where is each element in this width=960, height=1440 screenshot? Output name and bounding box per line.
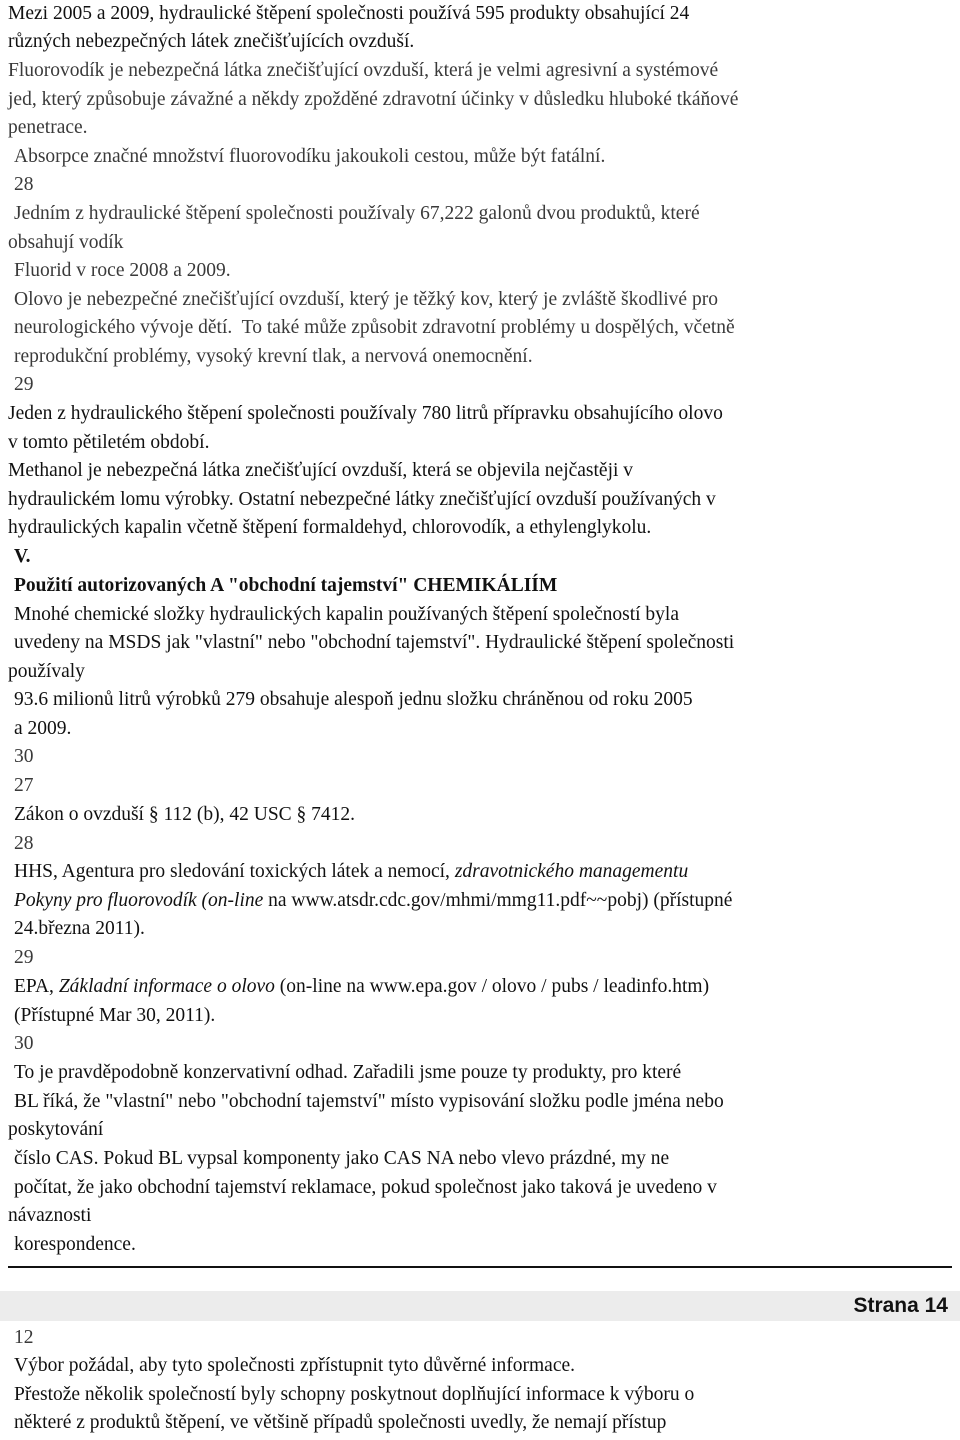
paragraph-line: obsahují vodík <box>8 232 124 253</box>
sentence: neurologického vývoje dětí. <box>14 317 233 338</box>
footnote-text-part: EPA, <box>14 976 59 997</box>
footnote-text: počítat, že jako obchodní tajemství reklamace, pokud společnost jako taková je uvedeno v <box>14 1177 717 1198</box>
footnote-text <box>14 887 732 915</box>
footnote-text: (Přístupné Mar 30, 2011). <box>14 1005 216 1026</box>
page-divider <box>8 1266 952 1268</box>
footnote-number: 29 <box>14 947 34 968</box>
footnote-text: poskytování <box>8 1119 104 1140</box>
footnote-text <box>14 973 709 1001</box>
footnote-reference: 29 <box>14 374 34 395</box>
footnote-text: číslo CAS. Pokud BL vypsal komponenty jako CAS NA nebo vlevo prázdné, my ne <box>14 1148 670 1169</box>
paragraph-line: Výbor požádal, aby tyto společnosti zpřístupnit tyto důvěrné informace. <box>14 1355 576 1376</box>
paragraph-line: v tomto pětiletém období. <box>8 432 210 453</box>
paragraph-line: Absorpce značné množství fluorovodíku jakoukoli cestou, může být fatální. <box>14 146 606 167</box>
section-title: Použití autorizovaných A "obchodní tajemství" CHEMIKÁLIÍM <box>14 575 558 596</box>
paragraph-line: hydraulickém lomu výrobky. Ostatní nebezpečné látky znečišťující ovzduší používaných v <box>8 489 716 510</box>
footnote-title: zdravotnického managementu <box>454 861 689 882</box>
footnote-number: 12 <box>14 1327 34 1348</box>
page-label-bar <box>0 1291 960 1321</box>
paragraph-line: Mnohé chemické složky hydraulických kapalin používaných štěpení společností byla <box>14 604 679 625</box>
footnote-title: Pokyny pro fluorovodík (on-line <box>14 890 264 911</box>
footnote-number: 28 <box>14 833 34 854</box>
footnote-text <box>14 858 688 886</box>
paragraph-line: Fluorovodík je nebezpečná látka znečišťující ovzduší, která je velmi agresivní a systémové <box>8 60 719 81</box>
paragraph-line: uvedeny na MSDS jak "vlastní" nebo "obchodní tajemství". Hydraulické štěpení společnosti <box>14 632 735 653</box>
footnote-text-part: HHS, Agentura pro sledování toxických látek a nemocí, <box>14 861 455 882</box>
paragraph-line: Jeden z hydraulického štěpení společnosti používaly 780 litrů přípravku obsahujícího olovo <box>8 403 723 424</box>
footnote-title: Základní informace o olovo <box>58 976 275 997</box>
footnote-reference: 30 <box>14 746 34 767</box>
paragraph-line: různých nebezpečných látek znečišťujících ovzduší. <box>8 31 415 52</box>
paragraph-line: jed, který způsobuje závažné a někdy zpožděné zdravotní účinky v důsledku hluboké tkáňové <box>8 89 739 110</box>
paragraph-line: Fluorid v roce 2008 a 2009. <box>14 260 231 281</box>
footnote-text-part: (on-line na www.epa.gov / olovo / pubs / leadinfo.htm) <box>274 976 710 997</box>
footnote-text-part: na www.atsdr.cdc.gov/mhmi/mmg11.pdf~~pobj) (přístupné <box>263 890 733 911</box>
footnote-text: To je pravděpodobně konzervativní odhad. Zařadili jsme pouze ty produkty, pro které <box>14 1062 682 1083</box>
paragraph-line: reprodukční problémy, vysoký krevní tlak, a nervová onemocnění. <box>14 346 533 367</box>
paragraph-line: penetrace. <box>8 117 88 138</box>
section-number: V. <box>14 546 31 567</box>
paragraph-line: Olovo je nebezpečné znečišťující ovzduší, který je těžký kov, který je zvláště škodlivé pro <box>14 289 718 310</box>
paragraph-line: používaly <box>8 661 85 682</box>
footnote-reference: 28 <box>14 174 34 195</box>
page-number-label: Strana 14 <box>853 1294 948 1317</box>
paragraph-line: 93.6 milionů litrů výrobků 279 obsahuje alespoň jednu složku chráněnou od roku 2005 <box>14 689 693 710</box>
paragraph-line: některé z produktů štěpení, ve většině případů společnosti uvedly, že nemají přístup <box>14 1412 667 1433</box>
footnote-text: Zákon o ovzduší § 112 (b), 42 USC § 7412. <box>14 804 356 825</box>
paragraph-line: a 2009. <box>14 718 72 739</box>
paragraph-line: Mezi 2005 a 2009, hydraulické štěpení společnosti používá 595 produkty obsahující 24 <box>8 3 690 24</box>
paragraph-line: Přestože několik společností byly schopny poskytnout doplňující informace k výboru o <box>14 1384 695 1405</box>
paragraph-line <box>14 314 735 342</box>
paragraph-line: Methanol je nebezpečná látka znečišťující ovzduší, která se objevila nejčastěji v <box>8 460 634 481</box>
footnote-number: 27 <box>14 775 34 796</box>
footnote-number: 30 <box>14 1033 34 1054</box>
paragraph-line: Jedním z hydraulické štěpení společnosti používaly 67,222 galonů dvou produktů, které <box>14 203 700 224</box>
footnote-text: korespondence. <box>14 1234 136 1255</box>
footnote-text: BL říká, že "vlastní" nebo "obchodní tajemství" místo vypisování složku podle jména nebo <box>14 1091 724 1112</box>
footnote-text: 24.března 2011). <box>14 918 145 939</box>
sentence: To také může způsobit zdravotní problémy u dospělých, včetně <box>241 317 735 338</box>
paragraph-line: hydraulických kapalin včetně štěpení formaldehyd, chlorovodík, a ethylenglykolu. <box>8 517 652 538</box>
footnote-text: návaznosti <box>8 1205 92 1226</box>
